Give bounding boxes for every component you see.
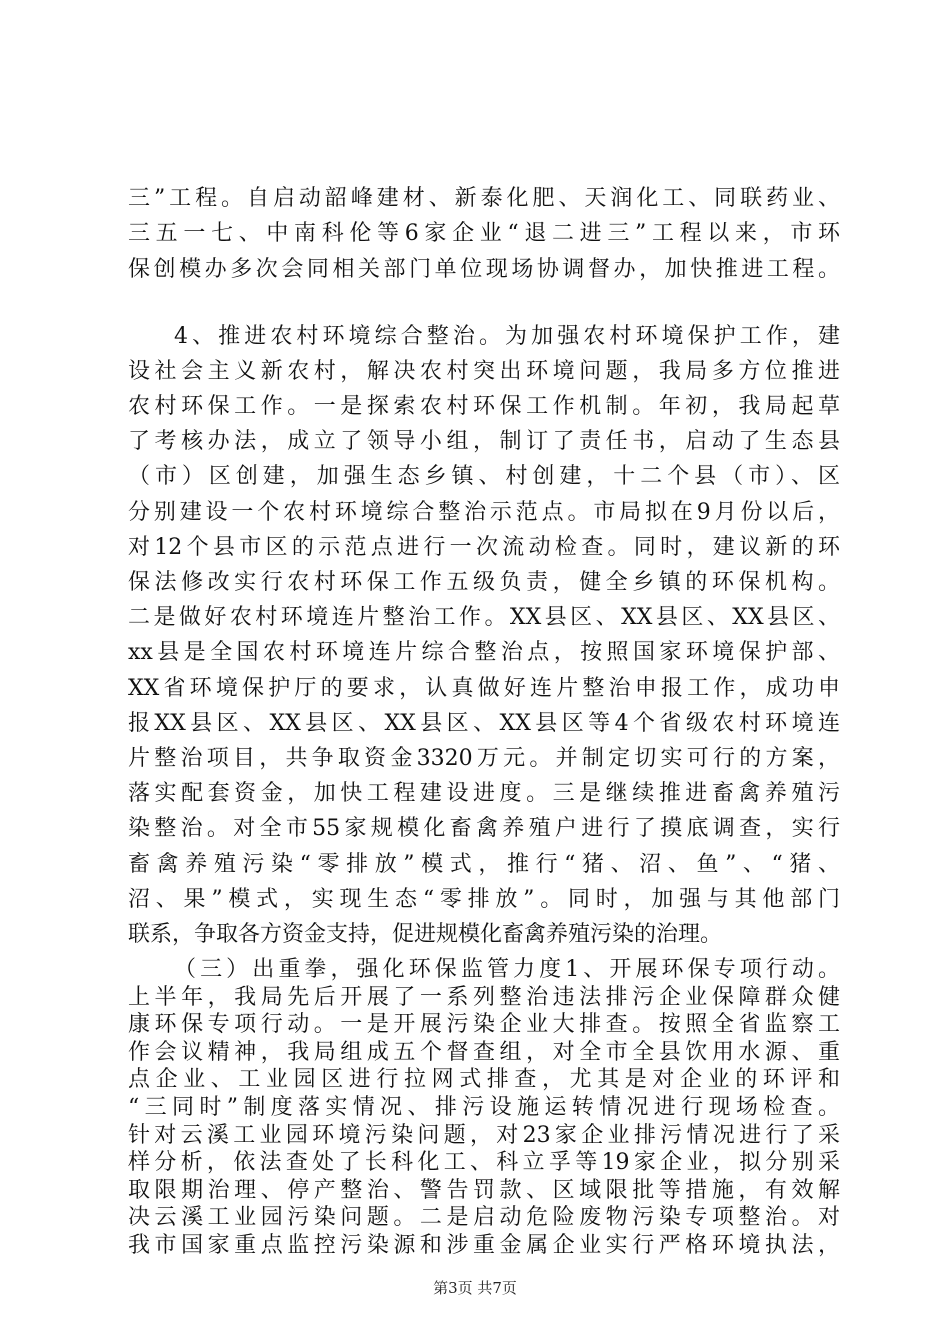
- text-line: 决云溪工业园污染问题。二是启动危险废物污染专项整治。对: [128, 1205, 840, 1230]
- text-line: 对12个县市区的示范点进行一次流动检查。同时，建议新的环: [128, 535, 840, 560]
- text-line: 设社会主义新农村，解决农村突出环境问题，我局多方位推进: [128, 359, 840, 384]
- text-line: 二是做好农村环境连片整治工作。XX县区、XX县区、XX县区、: [128, 605, 840, 630]
- text-line: 取限期治理、停产整治、警告罚款、区域限批等措施，有效解: [128, 1178, 840, 1203]
- text-line: 上半年，我局先后开展了一系列整治违法排污企业保障群众健: [128, 985, 840, 1010]
- text-line: 样分析，依法查处了长科化工、科立孚等19家企业，拟分别采: [128, 1150, 840, 1175]
- text-line: 针对云溪工业园环境污染问题，对23家企业排污情况进行了采: [128, 1123, 840, 1148]
- text-line: （市）区创建，加强生态乡镇、村创建，十二个县（市）、区: [128, 464, 840, 489]
- text-line: 点企业、工业园区进行拉网式排查，尤其是对企业的环评和: [128, 1067, 840, 1092]
- page-number-footer: 第3页 共7页: [433, 1279, 517, 1297]
- section-heading-line: （三）出重拳，强化环保监管力度1、开展环保专项行动。: [174, 957, 840, 982]
- text-line: 三五一七、中南科伦等6家企业“退二进三”工程以来，市环: [128, 221, 840, 246]
- text-line: 片整治项目，共争取资金3320万元。并制定切实可行的方案，: [128, 746, 840, 771]
- text-line: 联系，争取各方资金支持，促进规模化畜禽养殖污染的治理。: [128, 922, 723, 947]
- text-line: xx县是全国农村环境连片综合整治点，按照国家环境保护部、: [128, 640, 840, 665]
- text-line: 我市国家重点监控污染源和涉重金属企业实行严格环境执法，: [128, 1233, 840, 1258]
- text-line: 分别建设一个农村环境综合整治示范点。市局拟在9月份以后，: [128, 500, 840, 525]
- text-line: 报XX县区、XX县区、XX县区、XX县区等4个省级农村环境连: [128, 711, 840, 736]
- text-line: 康环保专项行动。一是开展污染企业大排查。按照全省监察工: [128, 1012, 840, 1037]
- text-line: 沼、果”模式，实现生态“零排放”。同时，加强与其他部门: [128, 887, 840, 912]
- text-line: 作会议精神，我局组成五个督查组，对全市全县饮用水源、重: [128, 1040, 840, 1065]
- text-line: 落实配套资金，加快工程建设进度。三是继续推进畜禽养殖污: [128, 781, 840, 806]
- text-line: “三同时”制度落实情况、排污设施运转情况进行现场检查。: [128, 1095, 840, 1120]
- text-line: 保法修改实行农村环保工作五级负责，健全乡镇的环保机构。: [128, 570, 840, 595]
- text-line: XX省环境保护厅的要求，认真做好连片整治申报工作，成功申: [128, 676, 840, 701]
- text-line: 染整治。对全市55家规模化畜禽养殖户进行了摸底调查，实行: [128, 816, 840, 841]
- text-line: 农村环保工作。一是探索农村环保工作机制。年初，我局起草: [128, 394, 840, 419]
- text-line: 保创模办多次会同相关部门单位现场协调督办，加快推进工程。: [128, 257, 840, 282]
- text-line: 三”工程。自启动韶峰建材、新泰化肥、天润化工、同联药业、: [128, 186, 840, 211]
- text-line: 了考核办法，成立了领导小组，制订了责任书，启动了生态县: [128, 429, 840, 454]
- text-line: 4、推进农村环境综合整治。为加强农村环境保护工作，建: [174, 324, 840, 349]
- text-line: 畜禽养殖污染“零排放”模式，推行“猪、沼、鱼”、“猪、: [128, 852, 840, 877]
